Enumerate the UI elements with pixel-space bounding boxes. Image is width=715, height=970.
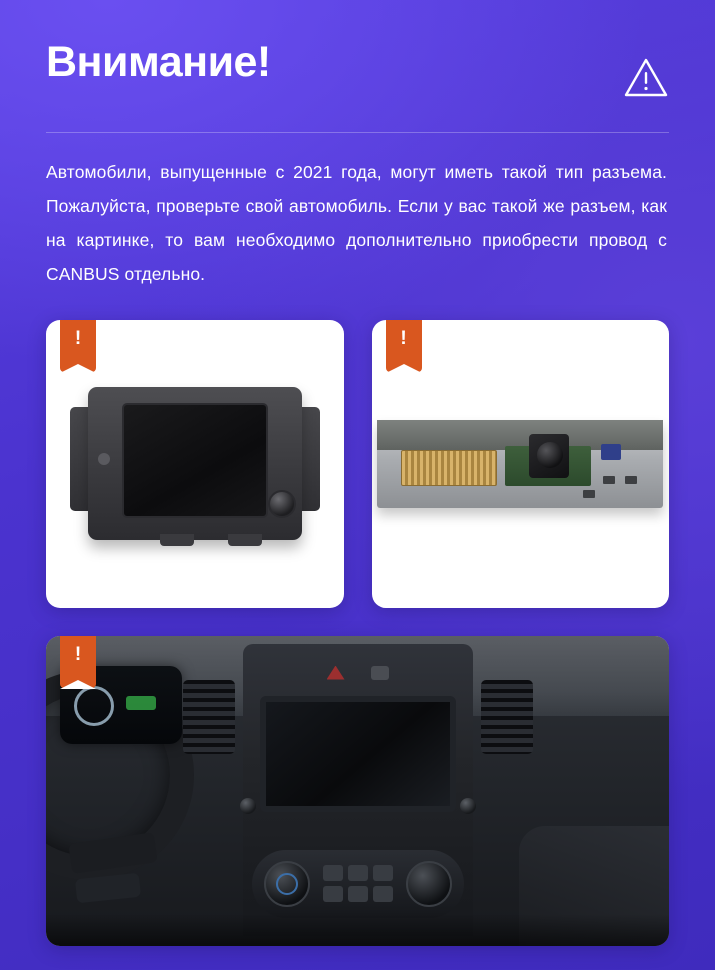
body-paragraph: Автомобили, выпущенные с 2021 года, могут иметь такой тип разъема. Пожалуйста, проверьте свой автомобиль. Если у вас такой же разъем, как на картинке, то вам необходимо дополнительно приобрести провод с CANBUS отдельно. [46, 162, 667, 285]
page-title: Внимание! [46, 38, 271, 86]
card-dashboard [46, 636, 669, 946]
car-dashboard-interior-photo [46, 636, 669, 946]
warning-triangle-icon [623, 56, 669, 100]
exclamation-flag-icon [60, 636, 96, 688]
image-card-row [46, 320, 669, 608]
page-header [46, 0, 669, 100]
flag-mark: ! [400, 327, 407, 349]
exclamation-flag-icon [60, 320, 96, 372]
flag-mark: ! [74, 643, 82, 665]
card-head-unit-front [46, 320, 344, 608]
flag-mark: ! [74, 327, 82, 349]
card-connector-board [372, 320, 670, 608]
exclamation-flag-icon [386, 320, 422, 372]
